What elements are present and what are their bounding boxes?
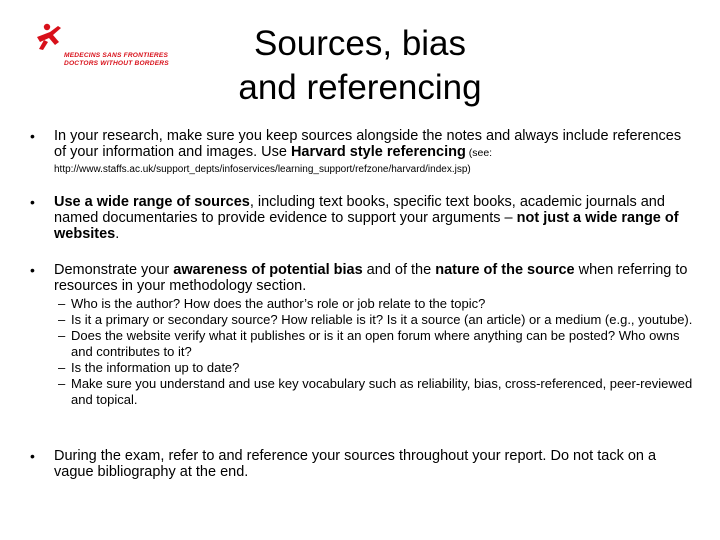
bullet-2-bold1: Use a wide range of sources xyxy=(54,194,250,210)
bullet-marker: • xyxy=(30,194,35,210)
bullet-2-text2: . xyxy=(115,226,120,242)
bullet-2-bold2: not just a wide range of websites xyxy=(54,210,679,242)
bullet-marker: • xyxy=(30,128,35,144)
bullet-3-text2: and of the xyxy=(362,262,436,278)
bullet-4-text1: During the exam, refer to and reference your sources throughout your report. Do not tack on a vague bibliography at the end. xyxy=(54,448,657,480)
bullet-3-text3: when referring to resources in your methodology section. xyxy=(54,262,688,294)
title-line1: Sources, bias xyxy=(253,24,467,63)
sub-item-text: Make sure you understand and use key vocabulary such as reliability, bias, cross-referenced, peer-reviewed and topical. xyxy=(71,376,693,407)
bullet-3-text1: Demonstrate your xyxy=(54,262,174,278)
sub-dash: – xyxy=(58,312,66,327)
page-title xyxy=(200,22,520,110)
sub-item-text: Is the information up to date? xyxy=(71,360,240,375)
bullet-3-bold1: awareness of potential bias xyxy=(173,262,363,278)
bullet-3-text xyxy=(54,262,694,294)
bullet-marker: • xyxy=(30,448,35,464)
list-item xyxy=(58,376,698,408)
bullet-1-part1: In your research, make sure you keep sources alongside the notes and always include references of your information and images. Use xyxy=(54,128,682,160)
sub-dash: – xyxy=(58,376,66,391)
msf-running-figure-icon xyxy=(34,22,66,52)
msf-logo xyxy=(34,22,174,70)
bullet-1-text xyxy=(54,128,694,176)
sub-item-text: Who is the author? How does the author’s role or job relate to the topic? xyxy=(71,296,486,311)
logo-text-line2: DOCTORS WITHOUT BORDERS xyxy=(64,60,169,67)
harvard-url-link[interactable]: http://www.staffs.ac.uk/support_depts/infoservices/learning_support/refzone/harvard/index.jsp) xyxy=(54,164,471,175)
list-item xyxy=(58,312,698,328)
bullet-3-sublist xyxy=(58,296,698,408)
logo-text-line1: MEDECINS SANS FRONTIERES xyxy=(64,52,169,59)
title-line2: and referencing xyxy=(238,68,482,107)
sub-dash: – xyxy=(58,328,66,343)
sub-dash: – xyxy=(58,296,66,311)
sub-item-text: Does the website verify what it publishes or is it an open forum where anything can be posted? Who owns and contributes to it? xyxy=(71,328,680,359)
bullet-1-see: (see: xyxy=(465,147,493,159)
bullet-2-text xyxy=(54,194,694,242)
sub-dash: – xyxy=(58,360,66,375)
bullet-4-text xyxy=(54,448,694,480)
list-item xyxy=(58,360,698,376)
bullet-marker: • xyxy=(30,262,35,278)
bullet-3-bold2: nature of the source xyxy=(435,262,575,278)
sub-item-text: Is it a primary or secondary source? How reliable is it? Is it a source (an article) or a medium (e.g., youtube). xyxy=(71,312,693,327)
bullet-1-bold: Harvard style referencing xyxy=(290,144,466,160)
bullet-2-text1: , including text books, specific text books, academic journals and named documentaries to provide evidence to support your arguments – xyxy=(54,194,665,226)
list-item xyxy=(58,328,698,360)
list-item xyxy=(58,296,698,312)
